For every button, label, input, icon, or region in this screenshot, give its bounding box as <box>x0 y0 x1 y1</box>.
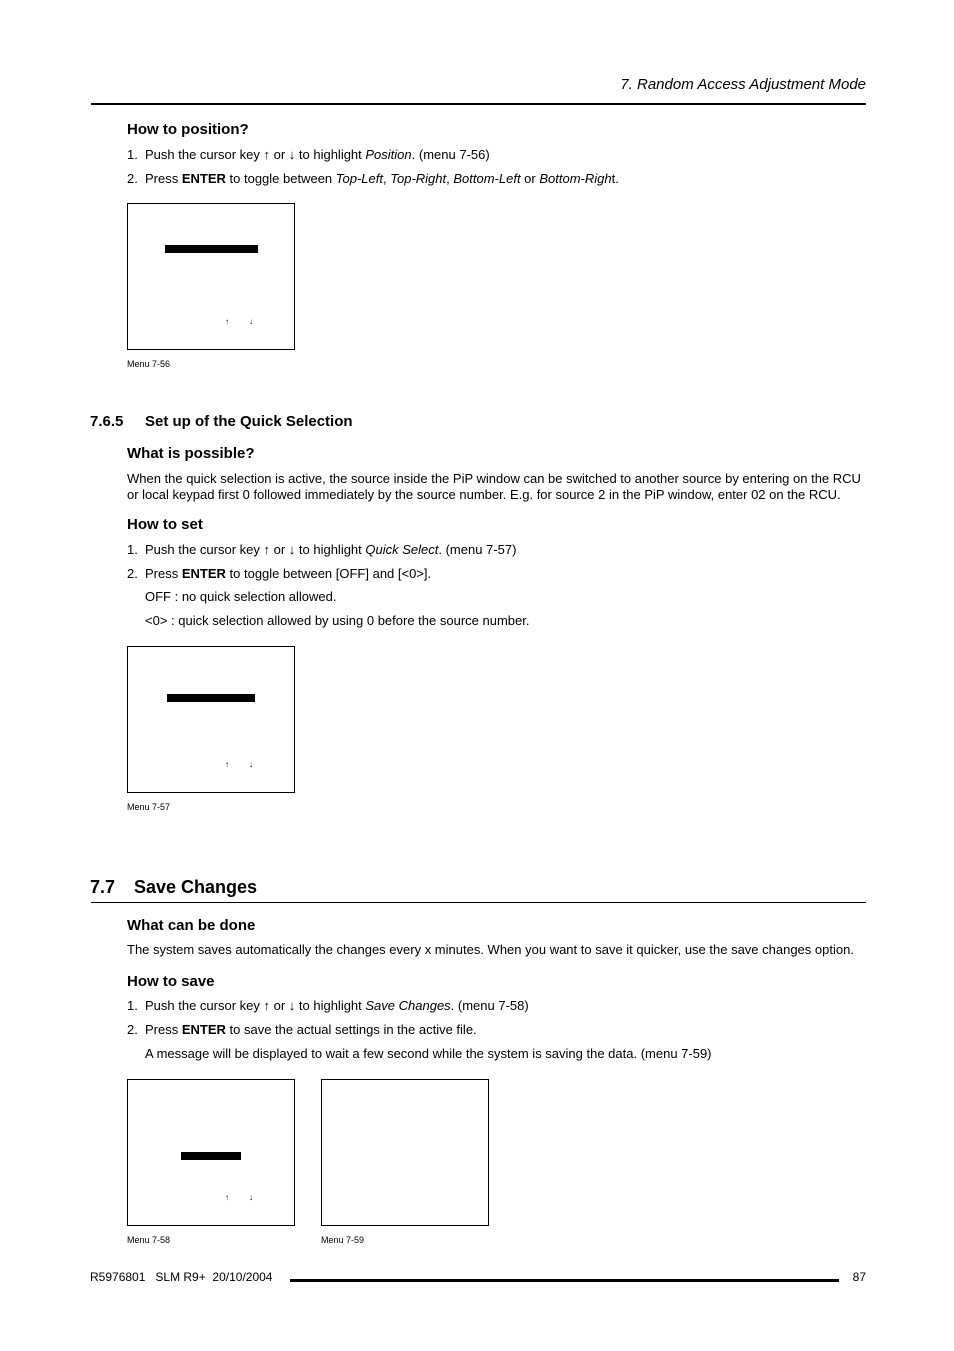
quick-step-1 <box>127 542 516 557</box>
quick-step-2 <box>127 566 431 581</box>
save-changes-description: The system saves automatically the changes every x minutes. When you want to save it quicker, use the save changes option. <box>127 942 854 957</box>
option-bottom-right: Bottom-Righ <box>539 171 612 186</box>
page-number: 87 <box>852 1270 866 1284</box>
step-number: 2. <box>127 566 138 581</box>
position-step-1 <box>127 147 490 162</box>
step-text: or <box>520 171 540 186</box>
footer-doc-info: R5976801 SLM R9+ 20/10/2004 <box>90 1270 273 1284</box>
step-text: , <box>383 171 391 186</box>
enter-key-label: ENTER <box>181 1022 226 1037</box>
step-text: to save the actual settings in the active file. <box>225 1022 477 1037</box>
header-rule <box>91 103 866 105</box>
section-number: 7.6.5 <box>90 413 124 430</box>
quick-note-off: OFF : no quick selection allowed. <box>145 589 337 604</box>
arrow-up-icon: ↑ <box>225 1193 229 1202</box>
what-can-be-done-heading: What can be done <box>127 917 256 934</box>
menu-7-56-box <box>127 203 295 350</box>
menu-caption: Menu 7-56 <box>127 359 171 369</box>
step-text: . (menu 7-58) <box>450 998 529 1013</box>
chapter-title: 7. Random Access Adjustment Mode <box>620 76 866 93</box>
enter-key-label: ENTER <box>181 171 226 186</box>
step-text: Push the cursor key ↑ or ↓ to highlight <box>145 542 366 557</box>
enter-key-label: ENTER <box>181 566 226 581</box>
menu-caption: Menu 7-57 <box>127 802 171 812</box>
step-text: Press <box>145 171 182 186</box>
step-number: 1. <box>127 147 138 162</box>
menu-caption: Menu 7-58 <box>127 1235 171 1245</box>
step-text: Press <box>145 566 182 581</box>
step-text: Press <box>145 1022 182 1037</box>
step-text: t. <box>611 171 619 186</box>
how-to-save-heading: How to save <box>127 973 215 990</box>
step-text: , <box>446 171 454 186</box>
step-emphasis: Position <box>365 147 412 162</box>
step-text: Push the cursor key ↑ or ↓ to highlight <box>145 998 366 1013</box>
step-number: 1. <box>127 542 138 557</box>
step-text: to toggle between [OFF] and [<0>]. <box>225 566 432 581</box>
step-text: . (menu 7-57) <box>438 542 517 557</box>
menu-caption: Menu 7-59 <box>321 1235 365 1245</box>
menu-highlight-bar <box>181 1152 241 1160</box>
save-note: A message will be displayed to wait a few second while the system is saving the data. (menu 7-59) <box>145 1046 712 1061</box>
arrow-up-icon: ↑ <box>225 317 229 326</box>
section-number: 7.7 <box>90 877 116 897</box>
arrow-down-icon: ↓ <box>249 1193 253 1202</box>
section-title: Set up of the Quick Selection <box>145 413 353 430</box>
menu-highlight-bar <box>165 245 258 253</box>
position-step-2 <box>127 171 619 186</box>
what-is-possible-heading: What is possible? <box>127 445 255 462</box>
menu-7-59-box <box>321 1079 489 1226</box>
how-to-position-heading: How to position? <box>127 121 249 138</box>
option-bottom-left: Bottom-Left <box>453 171 521 186</box>
save-step-1 <box>127 998 529 1013</box>
save-step-2 <box>127 1022 477 1037</box>
step-emphasis: Quick Select <box>365 542 439 557</box>
step-number: 2. <box>127 1022 138 1037</box>
step-number: 1. <box>127 998 138 1013</box>
option-top-right: Top-Right <box>390 171 447 186</box>
step-number: 2. <box>127 171 138 186</box>
arrow-down-icon: ↓ <box>249 760 253 769</box>
arrow-up-icon: ↑ <box>225 760 229 769</box>
quick-selection-description: When the quick selection is active, the source inside the PiP window can be switched to another source by entering on the RCU or local keypad first 0 followed immediately by the source number. E.g. for source 2 in the PiP window, enter 02 on the RCU. <box>127 471 861 502</box>
quick-note-zero: <0> : quick selection allowed by using 0 before the source number. <box>145 613 530 628</box>
step-text: to toggle between <box>225 171 336 186</box>
step-text: Push the cursor key ↑ or ↓ to highlight <box>145 147 366 162</box>
how-to-set-heading: How to set <box>127 516 203 533</box>
step-emphasis: Save Changes <box>365 998 451 1013</box>
option-top-left: Top-Left <box>335 171 383 186</box>
footer-rule <box>290 1279 839 1282</box>
menu-highlight-bar <box>167 694 255 702</box>
menu-7-57-box <box>127 646 295 793</box>
menu-7-58-box <box>127 1079 295 1226</box>
section-title: Save Changes <box>134 877 258 897</box>
arrow-down-icon: ↓ <box>249 317 253 326</box>
step-text: . (menu 7-56) <box>411 147 490 162</box>
section-rule <box>91 902 866 903</box>
